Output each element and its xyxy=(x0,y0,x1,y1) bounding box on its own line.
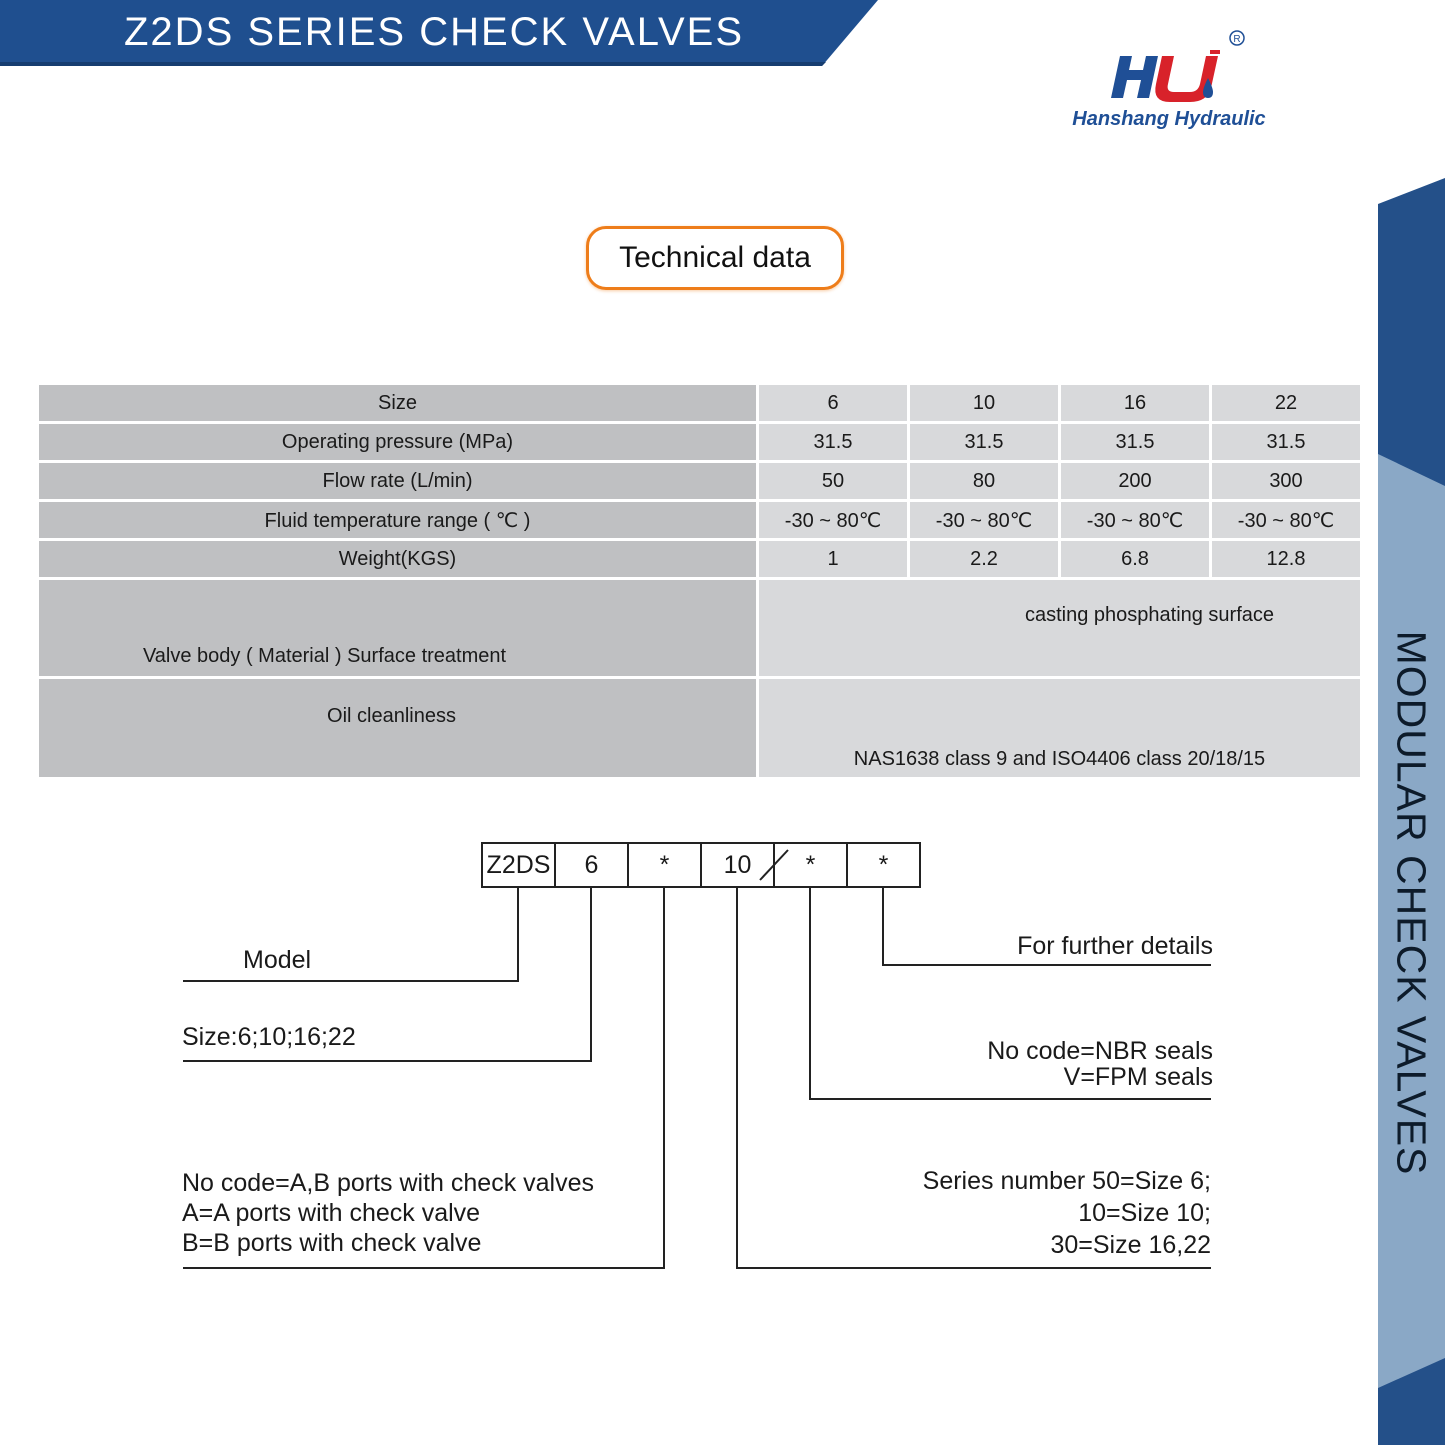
section-title: Technical data xyxy=(586,226,844,290)
cell-value: 31.5 xyxy=(910,424,1058,460)
label-series-2: 10=Size 10; xyxy=(1078,1199,1211,1227)
cell-value: 22 xyxy=(1212,385,1360,421)
label-model: Model xyxy=(243,946,312,974)
cell-value: 300 xyxy=(1212,463,1360,499)
cell-value: 1 xyxy=(759,541,907,577)
cell-value: 6.8 xyxy=(1061,541,1209,577)
company-name: Hanshang Hydraulic xyxy=(1072,108,1266,130)
label-size: Size:6;10;16;22 xyxy=(182,1023,356,1051)
row-label: Weight(KGS) xyxy=(39,541,756,577)
cell-value: -30 ~ 80℃ xyxy=(759,502,907,538)
cell-value: 10 xyxy=(910,385,1058,421)
label-series-3: 30=Size 16,22 xyxy=(1050,1231,1211,1259)
row-label: Flow rate (L/min) xyxy=(39,463,756,499)
code-model: Z2DS xyxy=(486,851,551,879)
code-seals: * xyxy=(805,851,816,879)
cell-value: 2.2 xyxy=(910,541,1058,577)
code-size: 6 xyxy=(584,851,599,879)
code-details: * xyxy=(878,851,889,879)
label-details: For further details xyxy=(1017,932,1213,960)
surface-value: casting phosphating surface xyxy=(1024,604,1275,626)
cell-value: 200 xyxy=(1061,463,1209,499)
label-ports-3: B=B ports with check valve xyxy=(182,1229,482,1257)
code-ports: * xyxy=(659,851,670,879)
row-label: Fluid temperature range ( ℃ ) xyxy=(39,502,756,538)
cell-value: 31.5 xyxy=(1061,424,1209,460)
surface-label: Valve body ( Material ) Surface treatment xyxy=(142,645,507,667)
cleanliness-value: NAS1638 class 9 and ISO4406 class 20/18/15 xyxy=(853,748,1266,770)
side-banner-text: MODULAR CHECK VALVES xyxy=(1388,630,1435,1176)
svg-text:R: R xyxy=(1233,34,1241,45)
cell-value: 80 xyxy=(910,463,1058,499)
cell-value: 50 xyxy=(759,463,907,499)
label-ports-1: No code=A,B ports with check valves xyxy=(182,1169,594,1197)
cell-value: 16 xyxy=(1061,385,1209,421)
cleanliness-label: Oil cleanliness xyxy=(327,705,456,727)
cell-value: 6 xyxy=(759,385,907,421)
cell-value: 31.5 xyxy=(759,424,907,460)
code-series: 10 xyxy=(723,851,752,879)
cell-value: -30 ~ 80℃ xyxy=(910,502,1058,538)
page-title: Z2DS SERIES CHECK VALVES xyxy=(124,10,745,54)
row-label: Operating pressure (MPa) xyxy=(39,424,756,460)
label-seals-1: No code=NBR seals xyxy=(987,1037,1213,1065)
cell-value: -30 ~ 80℃ xyxy=(1212,502,1360,538)
cell-value: 31.5 xyxy=(1212,424,1360,460)
label-seals-2: V=FPM seals xyxy=(1063,1063,1213,1091)
label-series-1: Series number 50=Size 6; xyxy=(922,1167,1211,1195)
cell-value: 12.8 xyxy=(1212,541,1360,577)
cell-value: -30 ~ 80℃ xyxy=(1061,502,1209,538)
row-label: Size xyxy=(39,385,756,421)
label-ports-2: A=A ports with check valve xyxy=(182,1199,481,1227)
